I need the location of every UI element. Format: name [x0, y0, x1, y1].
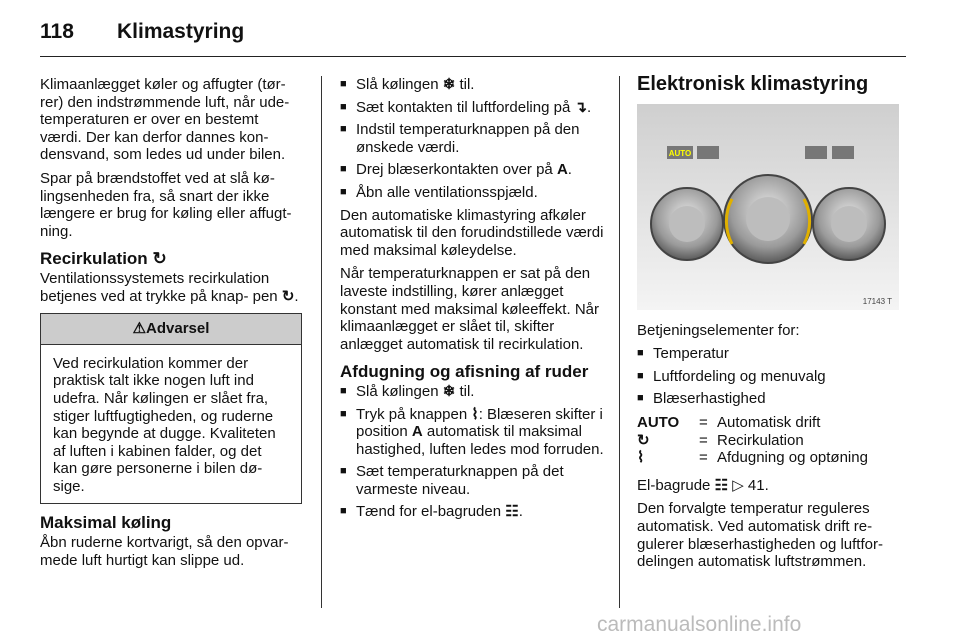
warning-header: ⚠Advarsel	[41, 314, 301, 345]
list-item: ■ Indstil temperaturknappen på den ønskede værdi.	[340, 121, 606, 156]
paragraph: Ventilationssystemets recirkulation betjenes ved at trykke på knap- pen ↻.	[40, 269, 299, 305]
knob-center	[669, 206, 705, 242]
auto-button-label: AUTO	[668, 148, 692, 158]
column-3	[637, 73, 907, 577]
column-1	[40, 76, 302, 575]
recirculation-button	[697, 146, 719, 159]
watermark: carmanualsonline.info	[597, 613, 802, 636]
list-item: ■ Temperatur	[637, 345, 907, 363]
list-item: ■ Slå kølingen ❄ til.	[340, 383, 606, 401]
defrost-icon: ⌇	[637, 449, 645, 467]
snowflake-icon: ❄	[442, 382, 456, 400]
section-heading-max-cooling: Maksimal køling	[40, 513, 172, 533]
column-divider-1	[321, 76, 322, 608]
recirculation-icon: ↻	[281, 287, 295, 305]
climate-panel-illustration	[637, 104, 899, 310]
definition-row: ↻ = Recirkulation	[637, 431, 804, 449]
list-item: ■ Drej blæserkontakten over på A.	[340, 161, 606, 179]
paragraph: Spar på brændstoffet ved at slå kø- lingsenheden fra, så snart der ikke længere er brug for køling eller affugt- ning.	[40, 169, 292, 240]
column-2	[340, 76, 606, 526]
definition-table	[637, 414, 907, 467]
rear-window-heater-icon: ☷	[505, 503, 519, 521]
section-heading-defog: Afdugning og afisning af ruder	[340, 362, 589, 382]
climate-panel-figure	[637, 104, 899, 310]
warning-icon: ⚠	[132, 320, 147, 338]
list-item: ■ Sæt temperaturknappen på det varmeste niveau.	[340, 463, 606, 498]
paragraph: Den automatiske klimastyring afkøler automatisk til den forudindstillede værdi med maksimal køleydelse.	[340, 206, 604, 259]
snowflake-icon: ❄	[442, 76, 456, 93]
list-item: ■ Slå kølingen ❄ til.	[340, 76, 606, 94]
page-title: Klimastyring	[117, 20, 245, 43]
paragraph: Når temperaturknappen er sat på den laveste indstilling, kører anlægget konstant med maksimal køleeffekt. Når klimaanlægget er slået til, skifter anlægget automatisk til recirkulation.	[340, 265, 599, 353]
recirculation-icon: ↻	[152, 249, 167, 269]
recirculation-icon: ↻	[637, 431, 650, 449]
list-item: ■ Luftfordeling og menuvalg	[637, 368, 907, 386]
air-distribution-icon: ↴	[574, 98, 588, 116]
list-item: ■ Tryk på knappen ⌇: Blæseren skifter i position A automatisk til maksimal hastighed, luften ledes mod forruden.	[340, 406, 606, 459]
list-item: ■ Åbn alle ventilationsspjæld.	[340, 184, 606, 202]
warning-text: Ved recirkulation kommer der praktisk talt ikke nogen luft ind udefra. Når kølingen er slået fra, stiger luftfugtigheden, og ruderne kan begynde at dugge. Kvaliteten af luften i kabinen falder, og det kan gøre personerne i bilen dø- sige.	[53, 354, 276, 495]
paragraph: Åbn ruderne kortvarigt, så den opvar- mede luft hurtigt kan slippe ud.	[40, 534, 289, 569]
knob-center	[746, 197, 790, 241]
paragraph: Klimaanlægget køler og affugter (tør- rer) den indstrømmende luft, når ude- temperaturen er over en bestemt værdi. Der kan derfor dannes kon- densvand, som ledes ud under bilen.	[40, 76, 290, 164]
knob-center	[831, 206, 867, 242]
figure-reference: 17143 T	[862, 296, 892, 306]
section-heading-recirculation: Recirkulation ↻	[40, 249, 167, 269]
list-item: ■ Sæt kontakten til luftfordeling på ↴.	[340, 99, 606, 117]
header-rule	[40, 56, 906, 57]
definition-key: AUTO	[637, 413, 680, 431]
defrost-icon: ⌇	[471, 405, 479, 423]
list-item: ■ Tænd for el-bagruden ☷.	[340, 503, 606, 521]
paragraph: Betjeningselementer for:	[637, 321, 800, 339]
definition-row: ⌇ = Afdugning og optøning	[637, 449, 868, 467]
rear-window-heater-icon: ☷	[714, 476, 729, 494]
defrost-button	[805, 146, 827, 159]
page-reference-arrow-icon: ▷	[732, 476, 744, 494]
paragraph: Den forvalgte temperatur reguleres automatisk. Ved automatisk drift re- gulerer blæserhastigheden og luftfor- delingen automatisk luftstrømmen.	[637, 500, 883, 571]
section-heading-electronic-climate: Elektronisk klimastyring	[637, 73, 869, 95]
page-number: 118	[40, 20, 74, 43]
paragraph: El-bagrude ☷ ▷ 41.	[637, 476, 769, 494]
definition-row: AUTO = Automatisk drift	[637, 413, 821, 431]
list-item: ■ Blæserhastighed	[637, 390, 907, 408]
column-divider-2	[619, 76, 620, 608]
rear-heater-button	[832, 146, 854, 159]
warning-box	[40, 313, 302, 504]
page-header	[40, 20, 244, 44]
